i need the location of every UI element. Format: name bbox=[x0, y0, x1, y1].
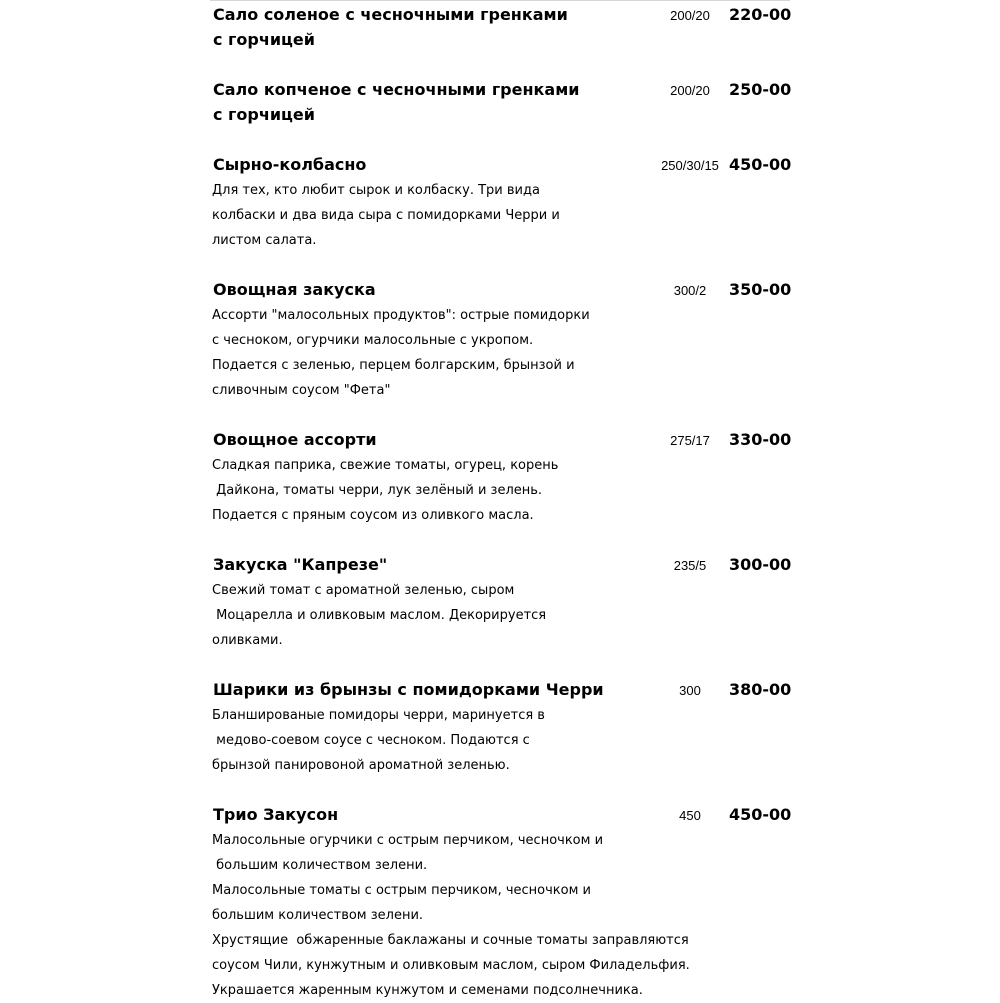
dish-price: 300-00 bbox=[729, 555, 792, 574]
dish-price: 450-00 bbox=[729, 155, 792, 174]
dish-name: Сало копченое с чесночными гренками с горчицей bbox=[213, 80, 580, 124]
dish-price: 330-00 bbox=[729, 430, 792, 449]
dish-description: Сладкая паприка, свежие томаты, огурец, корень Дайкона, томаты черри, лук зелёный и зелень. Подается с пряным соусом из оливкого масла. bbox=[212, 458, 559, 523]
dish-name: Трио Закусон bbox=[213, 805, 339, 824]
dish-price: 450-00 bbox=[729, 805, 792, 824]
dish-weight: 200/20 bbox=[670, 8, 710, 23]
dish-description: Бланшированые помидоры черри, маринуется в медово-соевом соусе с чесноком. Подаются с брынзой панировоной ароматной зеленью. bbox=[212, 708, 545, 773]
dish-weight: 300 bbox=[679, 683, 701, 698]
dish-name: Закуска "Капрезе" bbox=[213, 555, 388, 574]
dish-weight: 235/5 bbox=[673, 558, 707, 573]
dish-name: Шарики из брынзы с помидорками Черри bbox=[213, 680, 604, 699]
dish-price: 350-00 bbox=[729, 280, 792, 299]
dish-weight: 250/30/15 bbox=[661, 158, 719, 173]
dish-weight: 300/2 bbox=[673, 283, 707, 298]
dish-weight: 200/20 bbox=[670, 83, 710, 98]
dish-price: 380-00 bbox=[729, 680, 792, 699]
dish-price: 220-00 bbox=[729, 5, 792, 24]
dish-name: Сырно-колбасно bbox=[213, 155, 367, 174]
dish-description: Свежий томат с ароматной зеленью, сыром Моцарелла и оливковым маслом. Декорируется оливками. bbox=[212, 583, 547, 648]
dish-description: Ассорти "малосольных продуктов": острые помидорки с чесноком, огурчики малосольные с укропом. Подается с зеленью, перцем болгарским, брынзой и сливочным соусом "Фета" bbox=[212, 308, 590, 398]
dish-description: Для тех, кто любит сырок и колбаску. Три вида колбаски и два вида сыра с помидорками Черри и листом салата. bbox=[212, 183, 560, 248]
dish-weight: 450 bbox=[679, 808, 701, 823]
dish-price: 250-00 bbox=[729, 80, 792, 99]
dish-name: Сало соленое с чесночными гренками с горчицей bbox=[213, 5, 568, 49]
dish-name: Овощная закуска bbox=[213, 280, 376, 299]
dish-name: Овощное ассорти bbox=[213, 430, 377, 449]
dish-description: Малосольные огурчики с острым перчиком, чесночком и большим количеством зелени. Малосольные томаты с острым перчиком, чесночком и большим количеством зелени. Хрустящие обжаренные баклажаны и сочные томаты заправляются соусом Чили, кунжутным и оливковым маслом, сыром Филадельфия. Украшается жаренным кунжутом и семенами подсолнечника. bbox=[212, 833, 690, 998]
dish-weight: 275/17 bbox=[670, 433, 710, 448]
